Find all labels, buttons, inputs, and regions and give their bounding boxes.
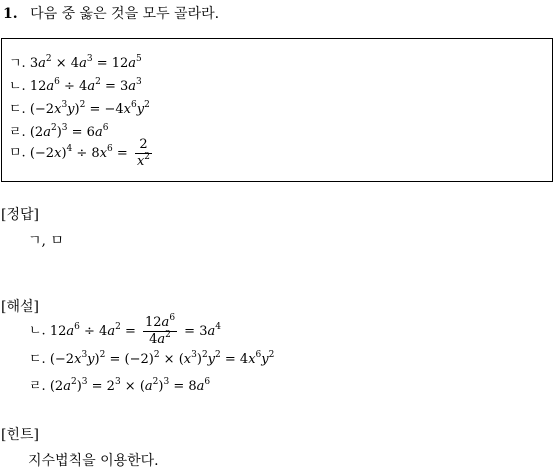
explanation-expression: $12a^6 \div 4a^2$ = $\frac{12a^6}{4a^2}$ = $3a^4$ [49, 313, 221, 347]
choice-2 [9, 75, 142, 94]
choice-label: ㄱ. [9, 56, 26, 71]
choice-label: ㅁ. [9, 145, 26, 161]
choice-expression: $12a^6 \div 4a^2 = 3a^3$ [29, 77, 142, 94]
explanation-label: ㄹ. [29, 379, 46, 394]
choice-label: ㄷ. [9, 102, 26, 117]
question-number: 1. [3, 6, 18, 22]
explanation-line-1 [29, 313, 221, 347]
question-text: 다음 중 옳은 것을 모두 골라라. [30, 6, 220, 22]
explanation-label: ㄷ. [29, 352, 46, 367]
explanation-line-3 [29, 375, 210, 394]
choice-5 [9, 138, 155, 168]
explanation-line-2 [29, 348, 274, 367]
question [3, 3, 219, 23]
fraction: $\frac{12a^6}{4a^2}$ [145, 313, 176, 347]
explanation-expression: $(2a^2)^3 = 2^3 \times (a^2)^3 = 8a^6$ [49, 377, 211, 394]
explanation-heading: [해설] [1, 299, 39, 315]
choice-expression: $(2a^2)^3 = 6a^6$ [29, 123, 109, 140]
choice-expression: $3a^2 \times 4a^3 = 12a^5$ [29, 54, 142, 71]
explanation-expression: $(-2x^3y)^2 = (-2)^2 \times (x^3)^2y^2 = 4x^6y^2$ [49, 350, 275, 367]
choice-3 [9, 98, 150, 117]
answer-heading: [정답] [1, 207, 39, 223]
choice-label: ㄴ. [9, 79, 26, 94]
hint-heading: [힌트] [1, 427, 39, 443]
explanation-label: ㄴ. [29, 323, 46, 339]
fraction: $\frac{2}{x^2}$ [136, 137, 151, 169]
choice-label: ㄹ. [9, 125, 26, 140]
choice-expression: $(-2x^3y)^2 = -4x^6y^2$ [29, 100, 150, 117]
hint-text: 지수법칙을 이용한다. [28, 453, 159, 469]
choice-expression: $(-2x)^4 \div 8x^6$ = $\frac{2}{x^2}$ [29, 137, 151, 169]
choice-1 [9, 52, 142, 71]
answer-text: ㄱ, ㅁ [28, 233, 64, 249]
